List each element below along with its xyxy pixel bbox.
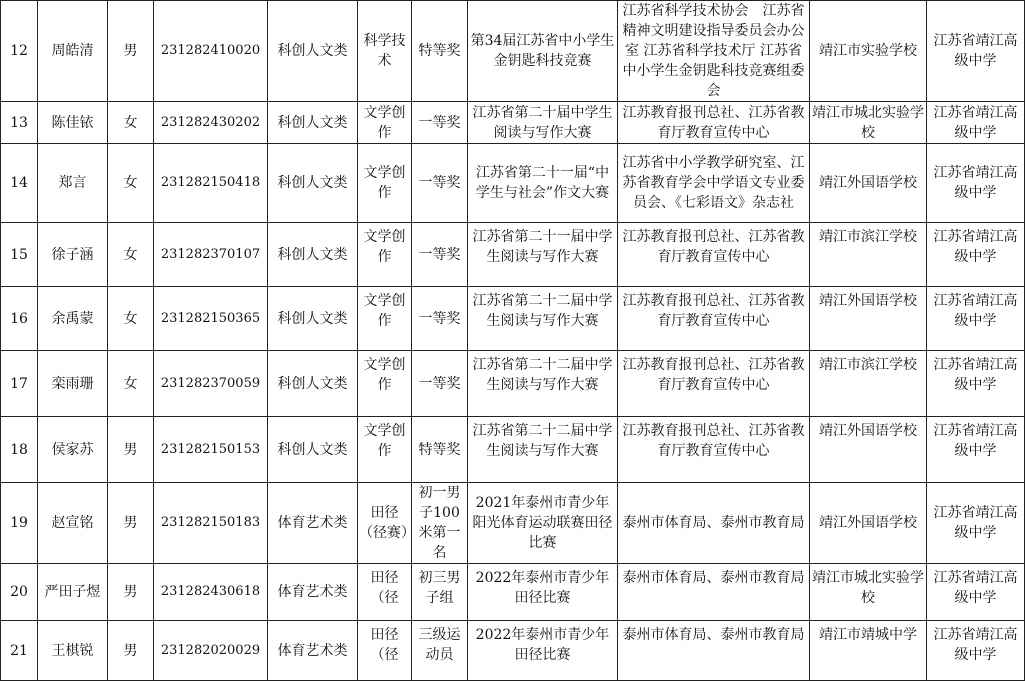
cell-award: 一等奖 (412, 287, 468, 351)
cell-category: 体育艺术类 (268, 564, 358, 621)
cell-gender: 女 (108, 351, 154, 417)
table-row (1, 287, 1025, 351)
cell-competition: 江苏省第二十一届中学生阅读与写作大赛 (468, 223, 618, 287)
cell-id: 231282150153 (154, 417, 268, 483)
cell-id: 231282150365 (154, 287, 268, 351)
cell-admitted: 江苏省靖江高级中学 (927, 483, 1025, 564)
cell-project: 田径（径 (358, 564, 412, 621)
cell-category: 科创人文类 (268, 1, 358, 102)
table-row (1, 144, 1025, 223)
cell-organizer: 江苏教育报刊总社、江苏省教育厅教育宣传中心 (618, 102, 810, 144)
cell-id: 231282430202 (154, 102, 268, 144)
cell-competition: 2022年泰州市青少年田径比赛 (468, 564, 618, 621)
cell-admitted: 江苏省靖江高级中学 (927, 144, 1025, 223)
cell-admitted: 江苏省靖江高级中学 (927, 621, 1025, 681)
cell-competition: 江苏省第二十二届中学生阅读与写作大赛 (468, 417, 618, 483)
cell-school: 靖江市实验学校 (810, 1, 927, 102)
cell-no: 14 (1, 144, 38, 223)
cell-id: 231282020029 (154, 621, 268, 681)
cell-id: 231282150418 (154, 144, 268, 223)
cell-school: 靖江市滨江学校 (810, 351, 927, 417)
cell-name: 侯家苏 (38, 417, 108, 483)
cell-no: 17 (1, 351, 38, 417)
cell-name: 王棋锐 (38, 621, 108, 681)
cell-competition: 江苏省第二十二届中学生阅读与写作大赛 (468, 351, 618, 417)
cell-name: 周皓清 (38, 1, 108, 102)
cell-no: 18 (1, 417, 38, 483)
cell-gender: 男 (108, 417, 154, 483)
table-row (1, 351, 1025, 417)
cell-school: 靖江外国语学校 (810, 417, 927, 483)
cell-organizer: 江苏省科学技术协会 江苏省精神文明建设指导委员会办公室 江苏省科学技术厅 江苏省中小学生金钥匙科技竞赛组委会 (618, 1, 810, 102)
cell-project: 文学创作 (358, 351, 412, 417)
cell-admitted: 江苏省靖江高级中学 (927, 287, 1025, 351)
cell-project: 文学创作 (358, 287, 412, 351)
cell-category: 科创人文类 (268, 102, 358, 144)
cell-project: 田径（径 (358, 621, 412, 681)
cell-category: 科创人文类 (268, 351, 358, 417)
cell-id: 231282410020 (154, 1, 268, 102)
cell-school: 靖江市滨江学校 (810, 223, 927, 287)
table-row (1, 417, 1025, 483)
cell-no: 12 (1, 1, 38, 102)
cell-competition: 2022年泰州市青少年田径比赛 (468, 621, 618, 681)
cell-project: 文学创作 (358, 144, 412, 223)
cell-project: 科学技术 (358, 1, 412, 102)
cell-competition: 江苏省第二十届中学生阅读与写作大赛 (468, 102, 618, 144)
cell-id: 231282370059 (154, 351, 268, 417)
table-row (1, 564, 1025, 621)
cell-organizer: 泰州市体育局、泰州市教育局 (618, 564, 810, 621)
cell-project: 文学创作 (358, 102, 412, 144)
table-row (1, 223, 1025, 287)
cell-organizer: 江苏省中小学教学研究室、江苏省教育学会中学语文专业委员会、《七彩语文》杂志社 (618, 144, 810, 223)
cell-competition: 江苏省第二十二届中学生阅读与写作大赛 (468, 287, 618, 351)
cell-gender: 女 (108, 223, 154, 287)
cell-school: 靖江外国语学校 (810, 287, 927, 351)
cell-project: 文学创作 (358, 417, 412, 483)
table-row (1, 102, 1025, 144)
cell-gender: 男 (108, 1, 154, 102)
cell-award: 初三男子组 (412, 564, 468, 621)
cell-school: 靖江市城北实验学校 (810, 564, 927, 621)
cell-category: 科创人文类 (268, 144, 358, 223)
cell-no: 21 (1, 621, 38, 681)
cell-award: 特等奖 (412, 1, 468, 102)
cell-category: 体育艺术类 (268, 483, 358, 564)
cell-name: 严田子煜 (38, 564, 108, 621)
cell-id: 231282150183 (154, 483, 268, 564)
cell-category: 科创人文类 (268, 287, 358, 351)
cell-gender: 男 (108, 564, 154, 621)
cell-admitted: 江苏省靖江高级中学 (927, 351, 1025, 417)
cell-name: 徐子涵 (38, 223, 108, 287)
cell-award: 一等奖 (412, 351, 468, 417)
cell-award: 一等奖 (412, 223, 468, 287)
cell-name: 余禹蒙 (38, 287, 108, 351)
cell-organizer: 江苏教育报刊总社、江苏省教育厅教育宣传中心 (618, 287, 810, 351)
cell-project: 田径（径赛） (358, 483, 412, 564)
cell-name: 赵宣铭 (38, 483, 108, 564)
cell-name: 陈佳铱 (38, 102, 108, 144)
cell-organizer: 泰州市体育局、泰州市教育局 (618, 621, 810, 681)
cell-gender: 男 (108, 621, 154, 681)
cell-no: 20 (1, 564, 38, 621)
cell-organizer: 江苏教育报刊总社、江苏省教育厅教育宣传中心 (618, 417, 810, 483)
cell-no: 15 (1, 223, 38, 287)
cell-admitted: 江苏省靖江高级中学 (927, 417, 1025, 483)
cell-gender: 男 (108, 483, 154, 564)
cell-school: 靖江外国语学校 (810, 483, 927, 564)
table-row (1, 483, 1025, 564)
cell-award: 三级运动员 (412, 621, 468, 681)
cell-school: 靖江外国语学校 (810, 144, 927, 223)
cell-competition: 2021年泰州市青少年阳光体育运动联赛田径比赛 (468, 483, 618, 564)
cell-school: 靖江市靖城中学 (810, 621, 927, 681)
cell-no: 19 (1, 483, 38, 564)
cell-award: 特等奖 (412, 417, 468, 483)
cell-organizer: 泰州市体育局、泰州市教育局 (618, 483, 810, 564)
cell-id: 231282430618 (154, 564, 268, 621)
cell-gender: 女 (108, 287, 154, 351)
cell-organizer: 江苏教育报刊总社、江苏省教育厅教育宣传中心 (618, 223, 810, 287)
cell-gender: 女 (108, 144, 154, 223)
cell-category: 科创人文类 (268, 223, 358, 287)
cell-name: 栾雨珊 (38, 351, 108, 417)
cell-competition: 第34届江苏省中小学生金钥匙科技竞赛 (468, 1, 618, 102)
table-row (1, 621, 1025, 681)
cell-award: 一等奖 (412, 144, 468, 223)
cell-award: 初一男子100米第一名 (412, 483, 468, 564)
cell-gender: 女 (108, 102, 154, 144)
cell-no: 13 (1, 102, 38, 144)
table-row (1, 1, 1025, 102)
cell-admitted: 江苏省靖江高级中学 (927, 223, 1025, 287)
cell-no: 16 (1, 287, 38, 351)
cell-admitted: 江苏省靖江高级中学 (927, 564, 1025, 621)
cell-school: 靖江市城北实验学校 (810, 102, 927, 144)
cell-category: 科创人文类 (268, 417, 358, 483)
cell-id: 231282370107 (154, 223, 268, 287)
cell-admitted: 江苏省靖江高级中学 (927, 102, 1025, 144)
cell-award: 一等奖 (412, 102, 468, 144)
cell-project: 文学创作 (358, 223, 412, 287)
cell-category: 体育艺术类 (268, 621, 358, 681)
cell-organizer: 江苏教育报刊总社、江苏省教育厅教育宣传中心 (618, 351, 810, 417)
cell-competition: 江苏省第二十一届“中学生与社会”作文大赛 (468, 144, 618, 223)
cell-name: 郑言 (38, 144, 108, 223)
cell-admitted: 江苏省靖江高级中学 (927, 1, 1025, 102)
